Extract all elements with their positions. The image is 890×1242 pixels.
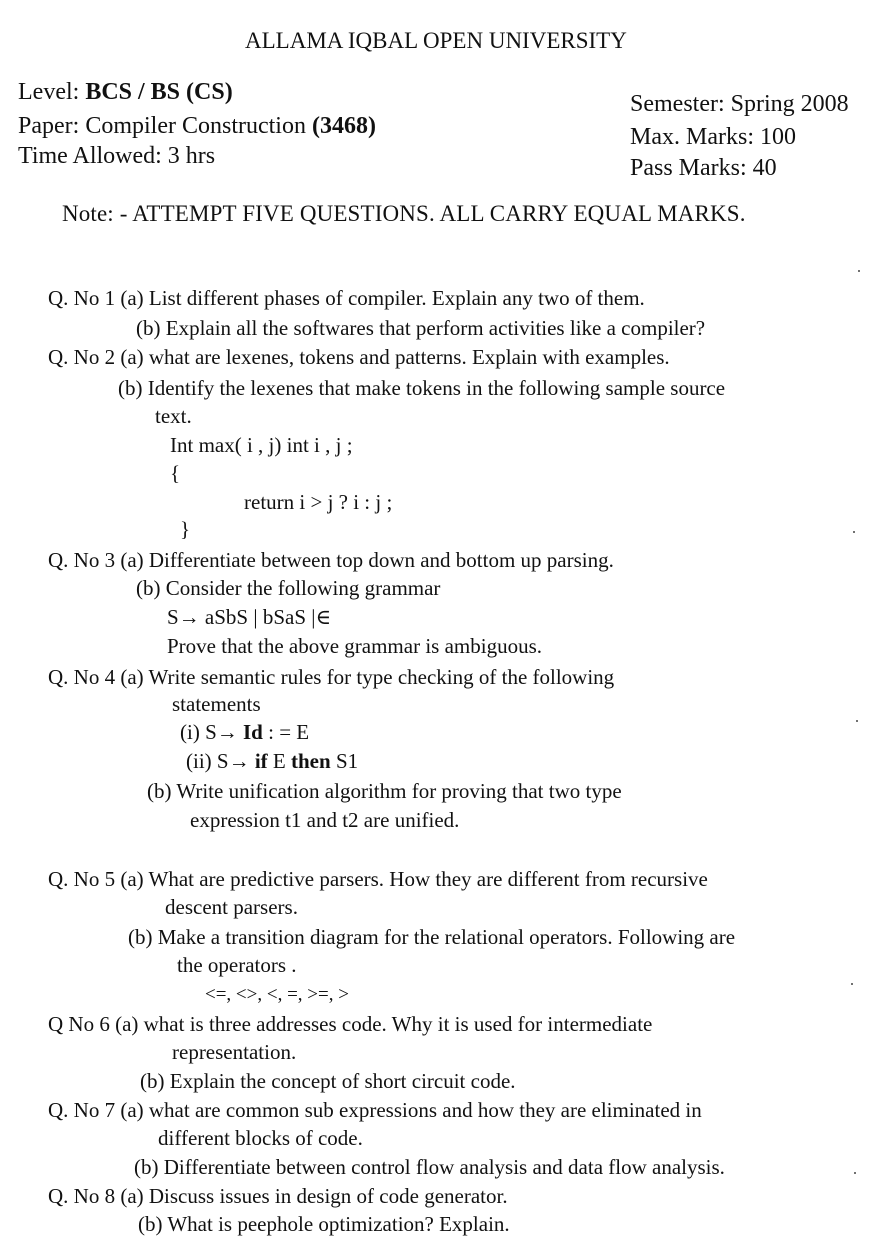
scan-speck — [858, 270, 860, 272]
q4-rule-ii-keyword-then: then — [291, 749, 331, 773]
level-line — [18, 80, 233, 104]
q3-part-b-line3: Prove that the above grammar is ambiguous. — [167, 634, 542, 658]
q2-code-line4: } — [180, 517, 191, 541]
note-instruction: Note: - ATTEMPT FIVE QUESTIONS. ALL CARRY EQUAL MARKS. — [62, 201, 746, 226]
q4-rule-ii — [186, 751, 358, 772]
q2-code-line2: { — [170, 461, 181, 485]
q3-grammar: S→ aSbS | bSaS |∈ — [167, 605, 331, 629]
q4-rule-ii-suffix: S1 — [330, 749, 359, 773]
q8-part-b: (b) What is peephole optimization? Explain. — [138, 1212, 510, 1236]
time-allowed: Time Allowed: 3 hrs — [18, 143, 216, 169]
q1-part-b: (b) Explain all the softwares that perform activities like a compiler? — [136, 316, 706, 340]
q7-part-a-line2: different blocks of code. — [158, 1126, 363, 1150]
paper-line — [18, 114, 376, 138]
q6-part-a-line2: representation. — [172, 1040, 297, 1064]
semester: Semester: Spring 2008 — [630, 91, 849, 117]
q4-part-b-line2: expression t1 and t2 are unified. — [190, 808, 460, 832]
university-title: ALLAMA IQBAL OPEN UNIVERSITY — [245, 28, 627, 53]
q4-rule-ii-prefix: (ii) S→ — [186, 749, 255, 773]
q1-part-a: Q. No 1 (a) List different phases of compiler. Explain any two of them. — [48, 286, 645, 310]
q2-code-line3: return i > j ? i : j ; — [244, 490, 393, 514]
q4-rule-i-prefix: (i) S→ — [180, 720, 243, 744]
max-marks: Max. Marks: 100 — [630, 124, 796, 150]
scan-speck — [851, 983, 853, 985]
q2-part-b-line2: text. — [155, 404, 192, 428]
q3-part-a: Q. No 3 (a) Differentiate between top down and bottom up parsing. — [48, 548, 614, 572]
q2-code-line1: Int max( i , j) int i , j ; — [170, 433, 353, 457]
q3-part-b-line1: (b) Consider the following grammar — [136, 576, 441, 600]
q4-rule-i-keyword: Id — [243, 720, 263, 744]
q4-part-a-line2: statements — [172, 692, 261, 716]
paper-code: (3468) — [311, 113, 376, 139]
q4-rule-i-suffix: : = E — [262, 720, 310, 744]
q4-part-b-line1: (b) Write unification algorithm for proving that two type — [147, 779, 622, 803]
paper-label: Paper: Compiler Construction — [18, 113, 306, 139]
q4-rule-ii-mid: E — [267, 749, 291, 773]
scan-speck — [853, 531, 855, 533]
q2-part-a: Q. No 2 (a) what are lexenes, tokens and patterns. Explain with examples. — [48, 345, 670, 369]
q5-part-a-line1: Q. No 5 (a) What are predictive parsers. How they are different from recursive — [48, 867, 708, 891]
q7-part-b: (b) Differentiate between control flow analysis and data flow analysis. — [134, 1155, 725, 1179]
level-value: BCS / BS (CS) — [85, 79, 233, 105]
scan-speck — [854, 1172, 856, 1174]
q2-part-b-line1: (b) Identify the lexenes that make tokens in the following sample source — [118, 376, 726, 400]
scan-speck — [856, 720, 858, 722]
q8-part-a: Q. No 8 (a) Discuss issues in design of code generator. — [48, 1184, 508, 1208]
q5-part-a-line2: descent parsers. — [165, 895, 298, 919]
q5-part-b-line2: the operators . — [177, 953, 297, 977]
q5-operators: <=, <>, <, =, >=, > — [205, 984, 349, 1005]
pass-marks: Pass Marks: 40 — [630, 155, 777, 181]
level-label: Level: — [18, 79, 80, 105]
q7-part-a-line1: Q. No 7 (a) what are common sub expressions and how they are eliminated in — [48, 1098, 702, 1122]
q6-part-b: (b) Explain the concept of short circuit code. — [140, 1069, 516, 1093]
q4-part-a-line1: Q. No 4 (a) Write semantic rules for type checking of the following — [48, 665, 615, 689]
q4-rule-i — [180, 722, 309, 743]
q4-rule-ii-keyword-if: if — [254, 749, 268, 773]
q5-part-b-line1: (b) Make a transition diagram for the relational operators. Following are — [128, 925, 736, 949]
q6-part-a-line1: Q No 6 (a) what is three addresses code. Why it is used for intermediate — [48, 1012, 653, 1036]
